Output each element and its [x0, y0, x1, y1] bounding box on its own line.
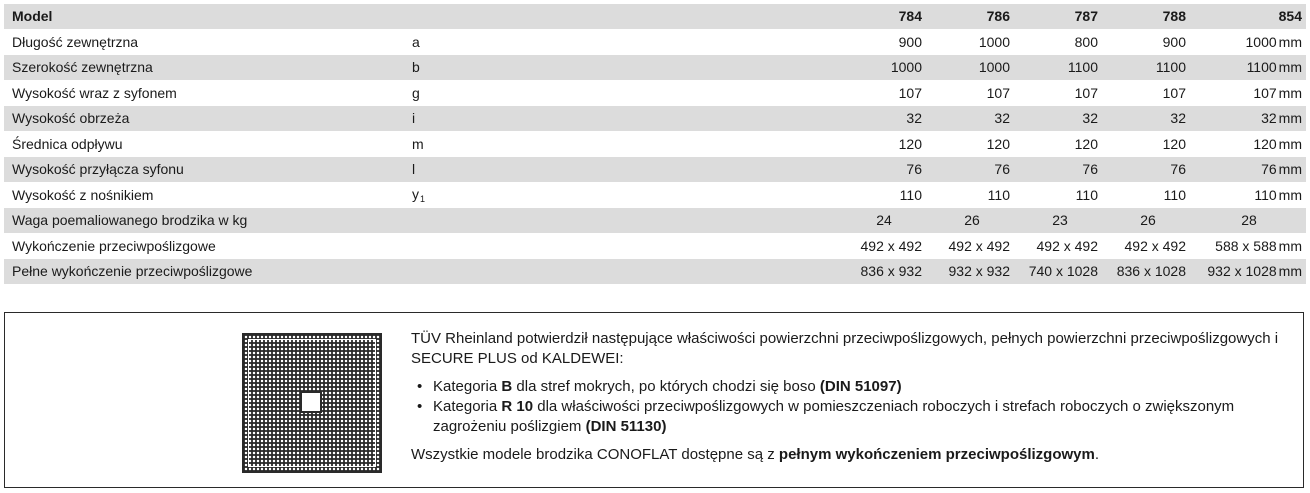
category-b-label: B [501, 378, 513, 395]
value-text: 76 [1170, 161, 1186, 178]
row-symbol [412, 208, 840, 234]
value-text: 110 [1163, 186, 1186, 203]
value-text: 32 [994, 110, 1010, 127]
header-model-787: 787 [1016, 4, 1104, 29]
symbol-letter: y [412, 185, 419, 202]
symbol-letter: l [412, 161, 416, 178]
value-cell [1104, 233, 1192, 259]
value-text: 492 x 492 [860, 237, 922, 254]
row-symbol [412, 233, 840, 259]
header-model-786: 786 [928, 4, 1016, 29]
table-row [4, 80, 1306, 106]
value-text: 492 x 492 [948, 237, 1010, 254]
value-cell [840, 131, 928, 157]
value-text: 76 [994, 161, 1010, 178]
symbol-letter: a [412, 33, 420, 50]
category-r10-label: R 10 [501, 398, 534, 415]
value-text: 120 [1253, 135, 1277, 152]
value-text: 932 x 932 [948, 263, 1010, 280]
row-label: Wysokość z nośnikiem [4, 182, 412, 208]
value-text: 900 [898, 33, 922, 50]
symbol-letter: i [412, 110, 416, 127]
closing-text: Wszystkie modele brodzika CONOFLAT dostępne są z [411, 446, 779, 463]
table-header-row [4, 4, 1306, 29]
value-cell [1192, 131, 1306, 157]
din-51097-label: (DIN 51097) [819, 378, 902, 395]
row-symbol [412, 157, 840, 183]
unit-label: mm [1278, 186, 1302, 203]
value-cell [928, 131, 1016, 157]
header-model-788: 788 [1104, 4, 1192, 29]
table-row [4, 182, 1306, 208]
value-cell [928, 55, 1016, 81]
bullet-text: dla stref mokrych, po których chodzi się boso [512, 378, 820, 395]
value-cell [1016, 208, 1104, 234]
value-cell [1104, 131, 1192, 157]
value-text: 32 [906, 110, 922, 127]
unit-label: mm [1278, 110, 1302, 127]
value-cell [928, 233, 1016, 259]
value-cell [840, 80, 928, 106]
value-cell [840, 29, 928, 55]
symbol-letter: m [412, 135, 424, 152]
value-cell [1104, 55, 1192, 81]
value-text: 120 [1162, 135, 1186, 152]
value-text: 836 x 932 [860, 263, 922, 280]
value-cell [1016, 55, 1104, 81]
bullet-text: Kategoria [433, 398, 502, 415]
value-cell [928, 80, 1016, 106]
value-text: 32 [1082, 110, 1098, 127]
row-label: Pełne wykończenie przeciwpoślizgowe [4, 259, 412, 285]
value-text: 1000 [978, 33, 1010, 50]
value-cell [840, 182, 928, 208]
value-cell [1104, 157, 1192, 183]
value-text: 120 [1074, 135, 1098, 152]
value-cell [928, 182, 1016, 208]
value-text: 1100 [1246, 59, 1277, 76]
value-cell [1016, 233, 1104, 259]
row-symbol [412, 55, 840, 81]
value-text: 107 [1162, 84, 1186, 101]
row-label: Wysokość wraz z syfonem [4, 80, 412, 106]
value-cell [1016, 29, 1104, 55]
value-cell [1192, 106, 1306, 132]
value-text: 900 [1162, 33, 1186, 50]
closing-text: . [1094, 446, 1100, 463]
symbol-letter: g [412, 84, 420, 101]
table-row [4, 157, 1306, 183]
value-text: 107 [1074, 84, 1098, 101]
row-label: Średnica odpływu [4, 131, 412, 157]
value-cell [1016, 106, 1104, 132]
header-model-854: 854 [1192, 4, 1306, 29]
value-text: 107 [1253, 84, 1277, 101]
value-text: 107 [986, 84, 1010, 101]
value-cell [1016, 131, 1104, 157]
symbol-subscript: 1 [420, 193, 426, 204]
value-text: 120 [986, 135, 1010, 152]
row-symbol [412, 259, 840, 285]
unit-label: mm [1278, 59, 1302, 76]
value-text: 1000 [978, 59, 1010, 76]
spec-table-body [4, 4, 1306, 284]
row-label: Waga poemaliowanego brodzika w kg [4, 208, 412, 234]
row-symbol [412, 80, 840, 106]
row-label: Wykończenie przeciwpoślizgowe [4, 233, 412, 259]
value-text: 800 [1074, 33, 1098, 50]
table-row [4, 55, 1306, 81]
category-list [411, 377, 1291, 437]
row-symbol [412, 106, 840, 132]
value-text: 1000 [890, 59, 922, 76]
info-intro: TÜV Rheinland potwierdził następujące właściwości powierzchni przeciwpoślizgowych, pełnych powierzchni przeciwpoślizgowych i SECURE PLUS od KALDEWEI: [411, 330, 1279, 367]
header-model-784: 784 [840, 4, 928, 29]
value-text: 110 [899, 186, 922, 203]
info-text [411, 329, 1291, 465]
unit-label: mm [1278, 263, 1302, 280]
value-cell [1104, 80, 1192, 106]
value-text: 76 [1082, 161, 1098, 178]
value-text: 107 [898, 84, 922, 101]
value-text: 492 x 492 [1036, 237, 1098, 254]
unit-label: mm [1278, 161, 1302, 178]
value-text: 492 x 492 [1124, 237, 1186, 254]
din-51130-label: (DIN 51130) [585, 418, 667, 435]
value-cell [1104, 182, 1192, 208]
value-cell [1192, 80, 1306, 106]
value-text: 1000 [1245, 33, 1277, 50]
row-label: Szerokość zewnętrzna [4, 55, 412, 81]
spec-table [4, 4, 1306, 285]
anti-slip-grate-icon [242, 333, 382, 473]
row-label: Długość zewnętrzna [4, 29, 412, 55]
value-text: 740 x 1028 [1028, 263, 1098, 280]
value-cell [840, 157, 928, 183]
value-text: 32 [1261, 110, 1277, 127]
value-text: 588 x 588 [1215, 237, 1277, 254]
value-text: 932 x 1028 [1207, 263, 1277, 280]
value-cell [1192, 182, 1306, 208]
value-text: 120 [898, 135, 922, 152]
row-label: Wysokość przyłącza syfonu [4, 157, 412, 183]
value-text: 24 [876, 212, 892, 229]
anti-slip-info-box [4, 312, 1304, 488]
value-cell [1104, 259, 1192, 285]
value-cell [1016, 259, 1104, 285]
value-text: 1100 [1155, 59, 1186, 76]
value-text: 28 [1241, 212, 1257, 229]
unit-label: mm [1278, 33, 1302, 50]
value-text: 32 [1170, 110, 1186, 127]
value-cell [1192, 29, 1306, 55]
value-cell [928, 29, 1016, 55]
drain-icon [300, 391, 322, 413]
table-row [4, 208, 1306, 234]
row-symbol [412, 29, 840, 55]
value-cell [928, 157, 1016, 183]
value-cell [840, 55, 928, 81]
unit-label: mm [1278, 135, 1302, 152]
closing-emphasis: pełnym wykończeniem przeciwpoślizgowym [778, 446, 1095, 463]
unit-label: mm [1278, 237, 1302, 254]
value-cell [1192, 55, 1306, 81]
value-cell [1104, 29, 1192, 55]
value-text: 23 [1052, 212, 1068, 229]
table-row [4, 259, 1306, 285]
value-cell [1192, 259, 1306, 285]
value-cell [840, 208, 928, 234]
value-cell [840, 106, 928, 132]
value-text: 76 [1261, 161, 1277, 178]
value-text: 26 [1140, 212, 1156, 229]
row-symbol [412, 131, 840, 157]
table-row [4, 29, 1306, 55]
value-text: 110 [1254, 186, 1277, 203]
header-label: Model [4, 4, 412, 29]
category-r10-item [411, 397, 1291, 437]
row-label: Wysokość obrzeża [4, 106, 412, 132]
table-row [4, 233, 1306, 259]
value-text: 76 [906, 161, 922, 178]
row-symbol [412, 182, 840, 208]
value-cell [1104, 106, 1192, 132]
value-cell [1016, 157, 1104, 183]
category-b-item [411, 377, 1291, 397]
value-cell [1192, 233, 1306, 259]
value-cell [1016, 80, 1104, 106]
table-row [4, 106, 1306, 132]
value-text: 1100 [1067, 59, 1098, 76]
unit-label: mm [1278, 84, 1302, 101]
value-cell [1192, 157, 1306, 183]
value-cell [928, 259, 1016, 285]
value-cell [928, 208, 1016, 234]
value-cell [1192, 208, 1306, 234]
value-cell [840, 233, 928, 259]
info-closing [411, 445, 1291, 465]
header-symbol-cell [412, 4, 840, 29]
value-text: 110 [1075, 186, 1098, 203]
value-cell [840, 259, 928, 285]
bullet-text: dla właściwości przeciwpoślizgowych w pomieszczeniach roboczych i strefach roboczych o zwiększonym zagrożeniu poślizgiem [433, 398, 1235, 435]
bullet-text: Kategoria [433, 378, 502, 395]
value-cell [1016, 182, 1104, 208]
symbol-letter: b [412, 59, 420, 76]
value-text: 836 x 1028 [1116, 263, 1186, 280]
value-text: 26 [964, 212, 980, 229]
value-cell [928, 106, 1016, 132]
table-row [4, 131, 1306, 157]
value-cell [1104, 208, 1192, 234]
value-text: 110 [987, 186, 1010, 203]
